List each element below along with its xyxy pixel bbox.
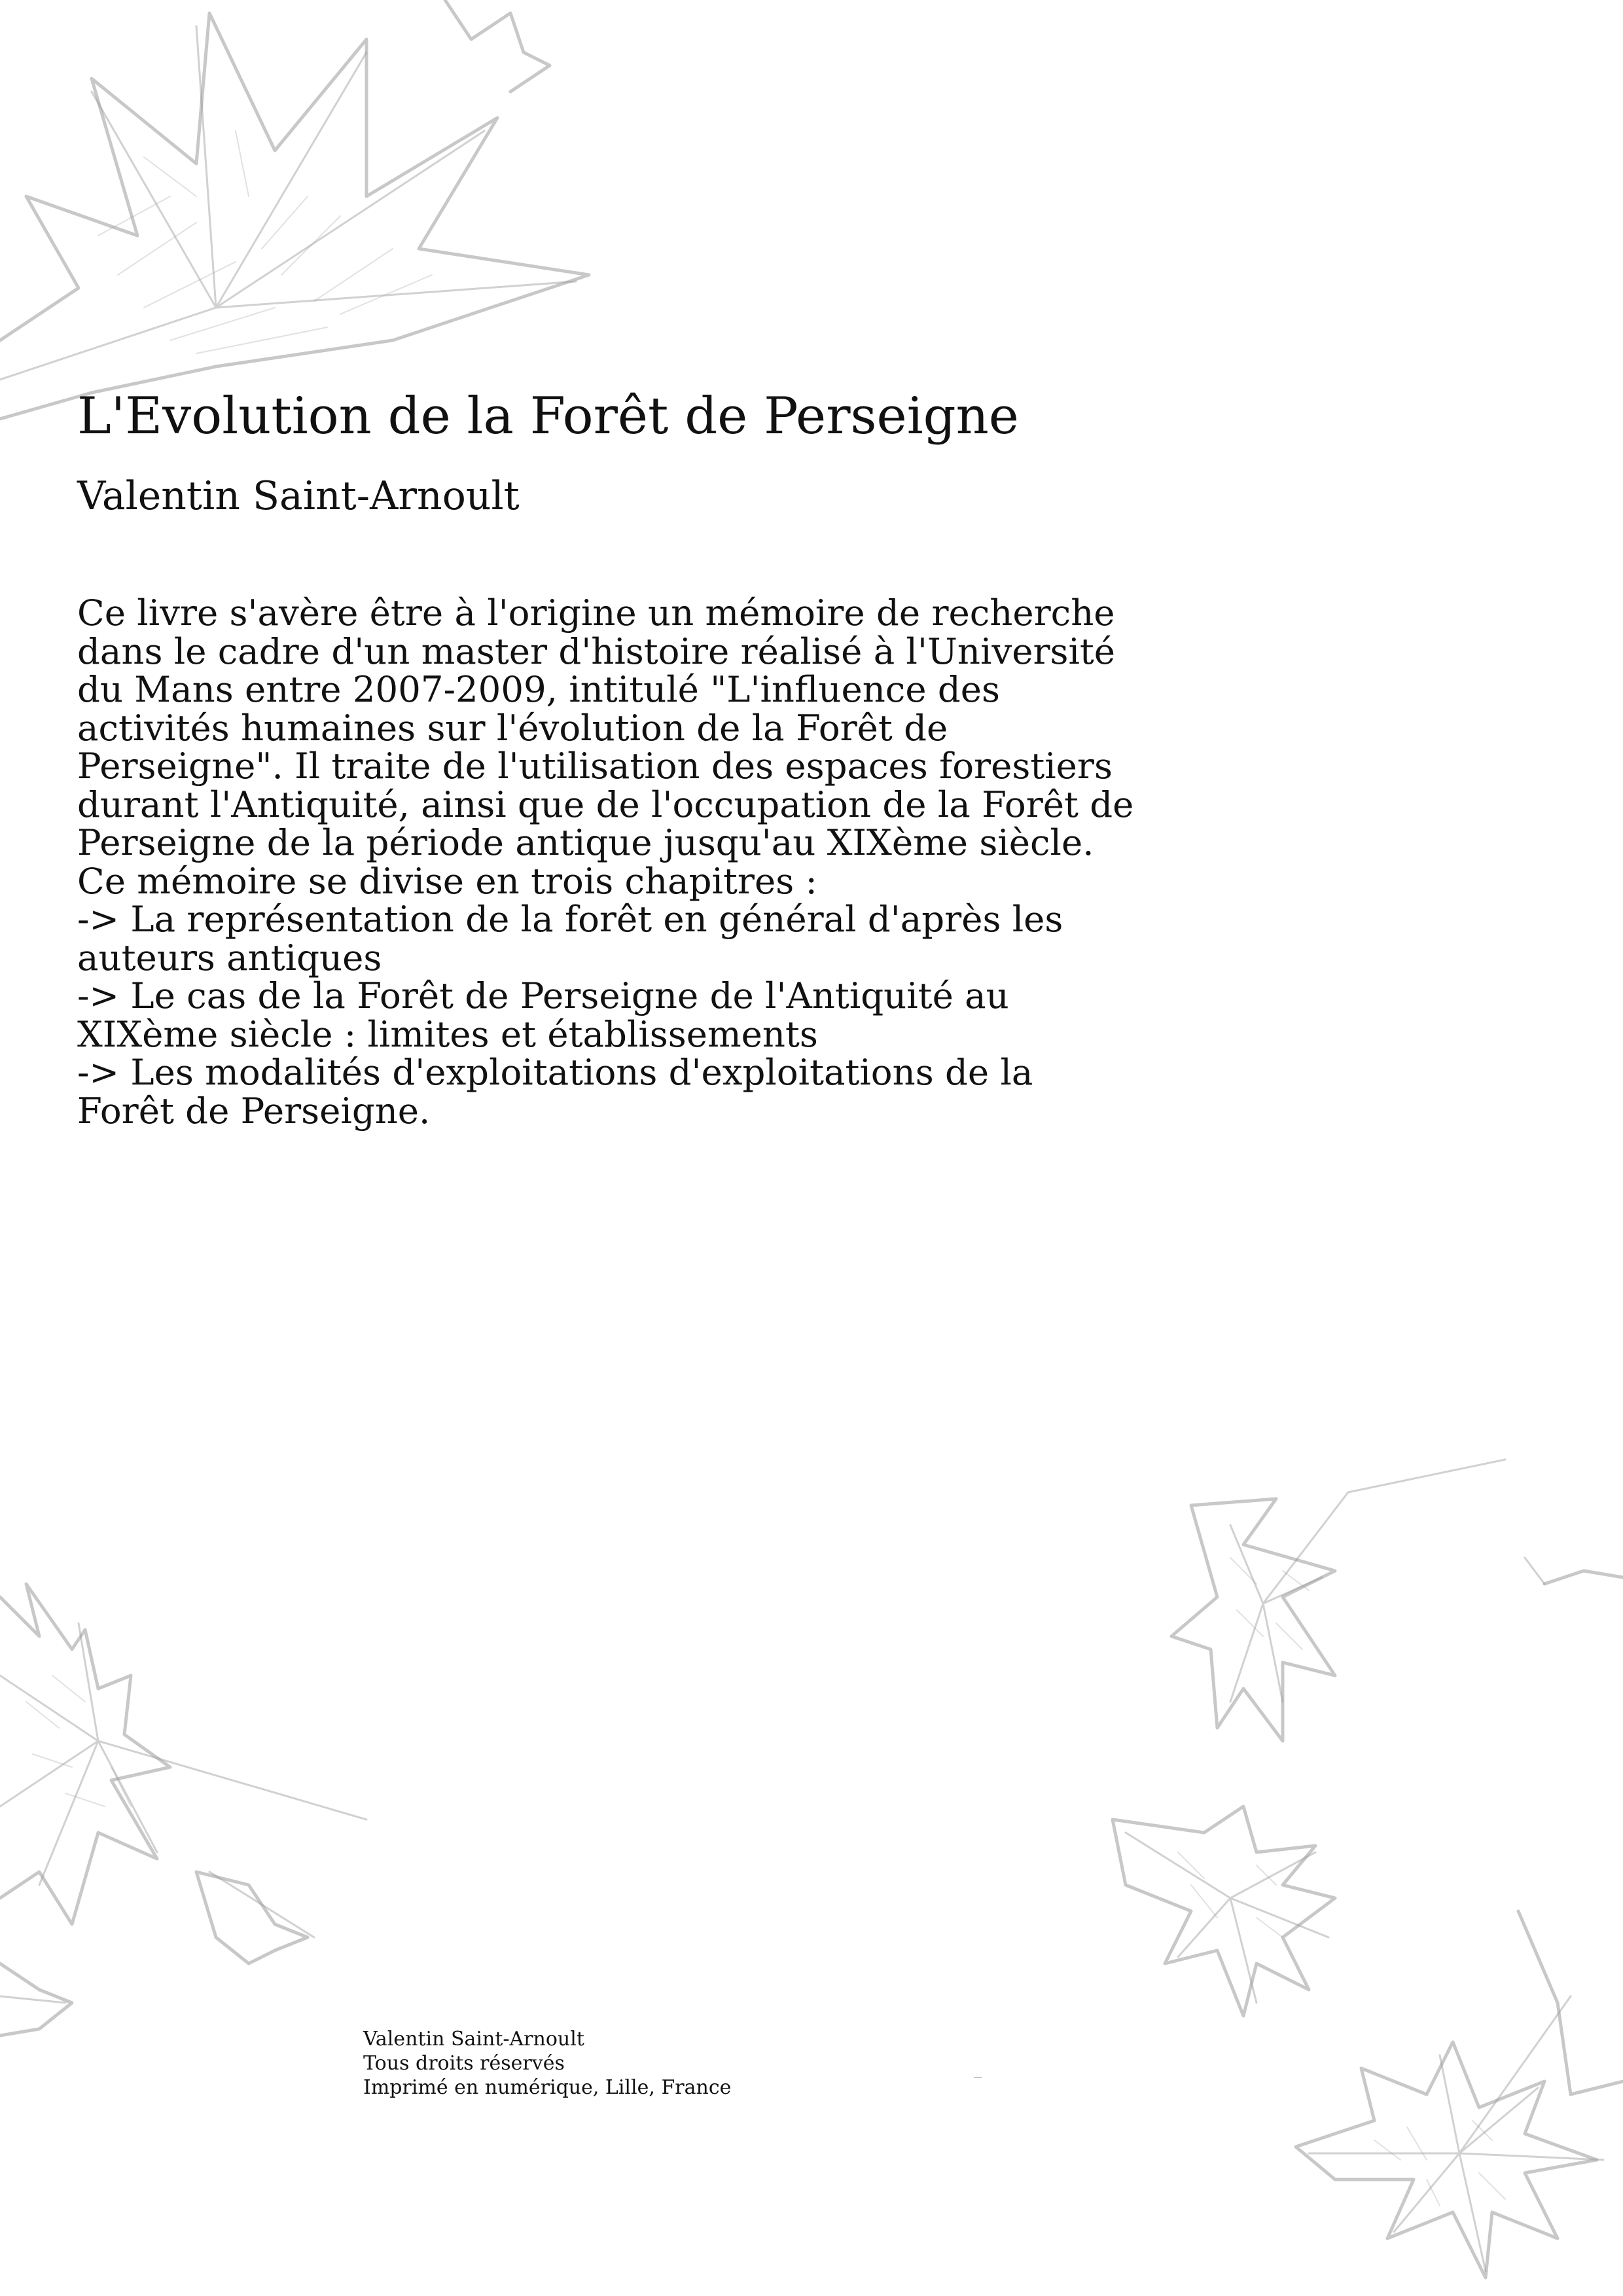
leaf-bottom-left — [0, 1584, 366, 2036]
imprint-author: Valentin Saint-Arnoult — [363, 2028, 584, 2051]
description-line: durant l'Antiquité, ainsi que de l'occupation de la Forêt de — [77, 783, 1134, 825]
imprint-block — [363, 2027, 731, 2100]
description-line: dans le cadre d'un master d'histoire réalisé à l'Université — [77, 630, 1116, 672]
description-line: -> Les modalités d'exploitations d'exploitations de la — [77, 1051, 1033, 1093]
description-line: Forêt de Perseigne. — [77, 1089, 431, 1132]
description-line: du Mans entre 2007-2009, intitulé "L'influence des — [77, 668, 1001, 710]
book-description — [77, 594, 1229, 1130]
imprint-printed: Imprimé en numérique, Lille, France — [363, 2076, 732, 2099]
leaf-bottom-right — [1113, 1806, 1623, 2278]
description-line: Ce mémoire se divise en trois chapitres : — [77, 859, 817, 902]
book-author: Valentin Saint-Arnoult — [77, 473, 520, 519]
stray-mark — [974, 2077, 982, 2078]
description-line: Perseigne de la période antique jusqu'au XIXème siècle. — [77, 821, 1094, 863]
book-title: L'Evolution de la Forêt de Perseigne — [77, 387, 1019, 446]
description-line: -> La représentation de la forêt en général d'après les — [77, 898, 1063, 940]
description-line: -> Le cas de la Forêt de Perseigne de l'Antiquité au — [77, 975, 1009, 1016]
description-line: Perseigne". Il traite de l'utilisation des espaces forestiers — [77, 745, 1113, 787]
description-line: XIXème siècle : limites et établissements — [77, 1013, 818, 1055]
description-line: activités humaines sur l'évolution de la Forêt de — [77, 706, 948, 749]
leaf-right-middle — [1171, 1460, 1623, 1741]
imprint-rights: Tous droits réservés — [363, 2052, 565, 2075]
leaf-top-left — [0, 0, 589, 419]
description-line: Ce livre s'avère être à l'origine un mémoire de recherche — [77, 592, 1115, 634]
description-line: auteurs antiques — [77, 936, 382, 978]
